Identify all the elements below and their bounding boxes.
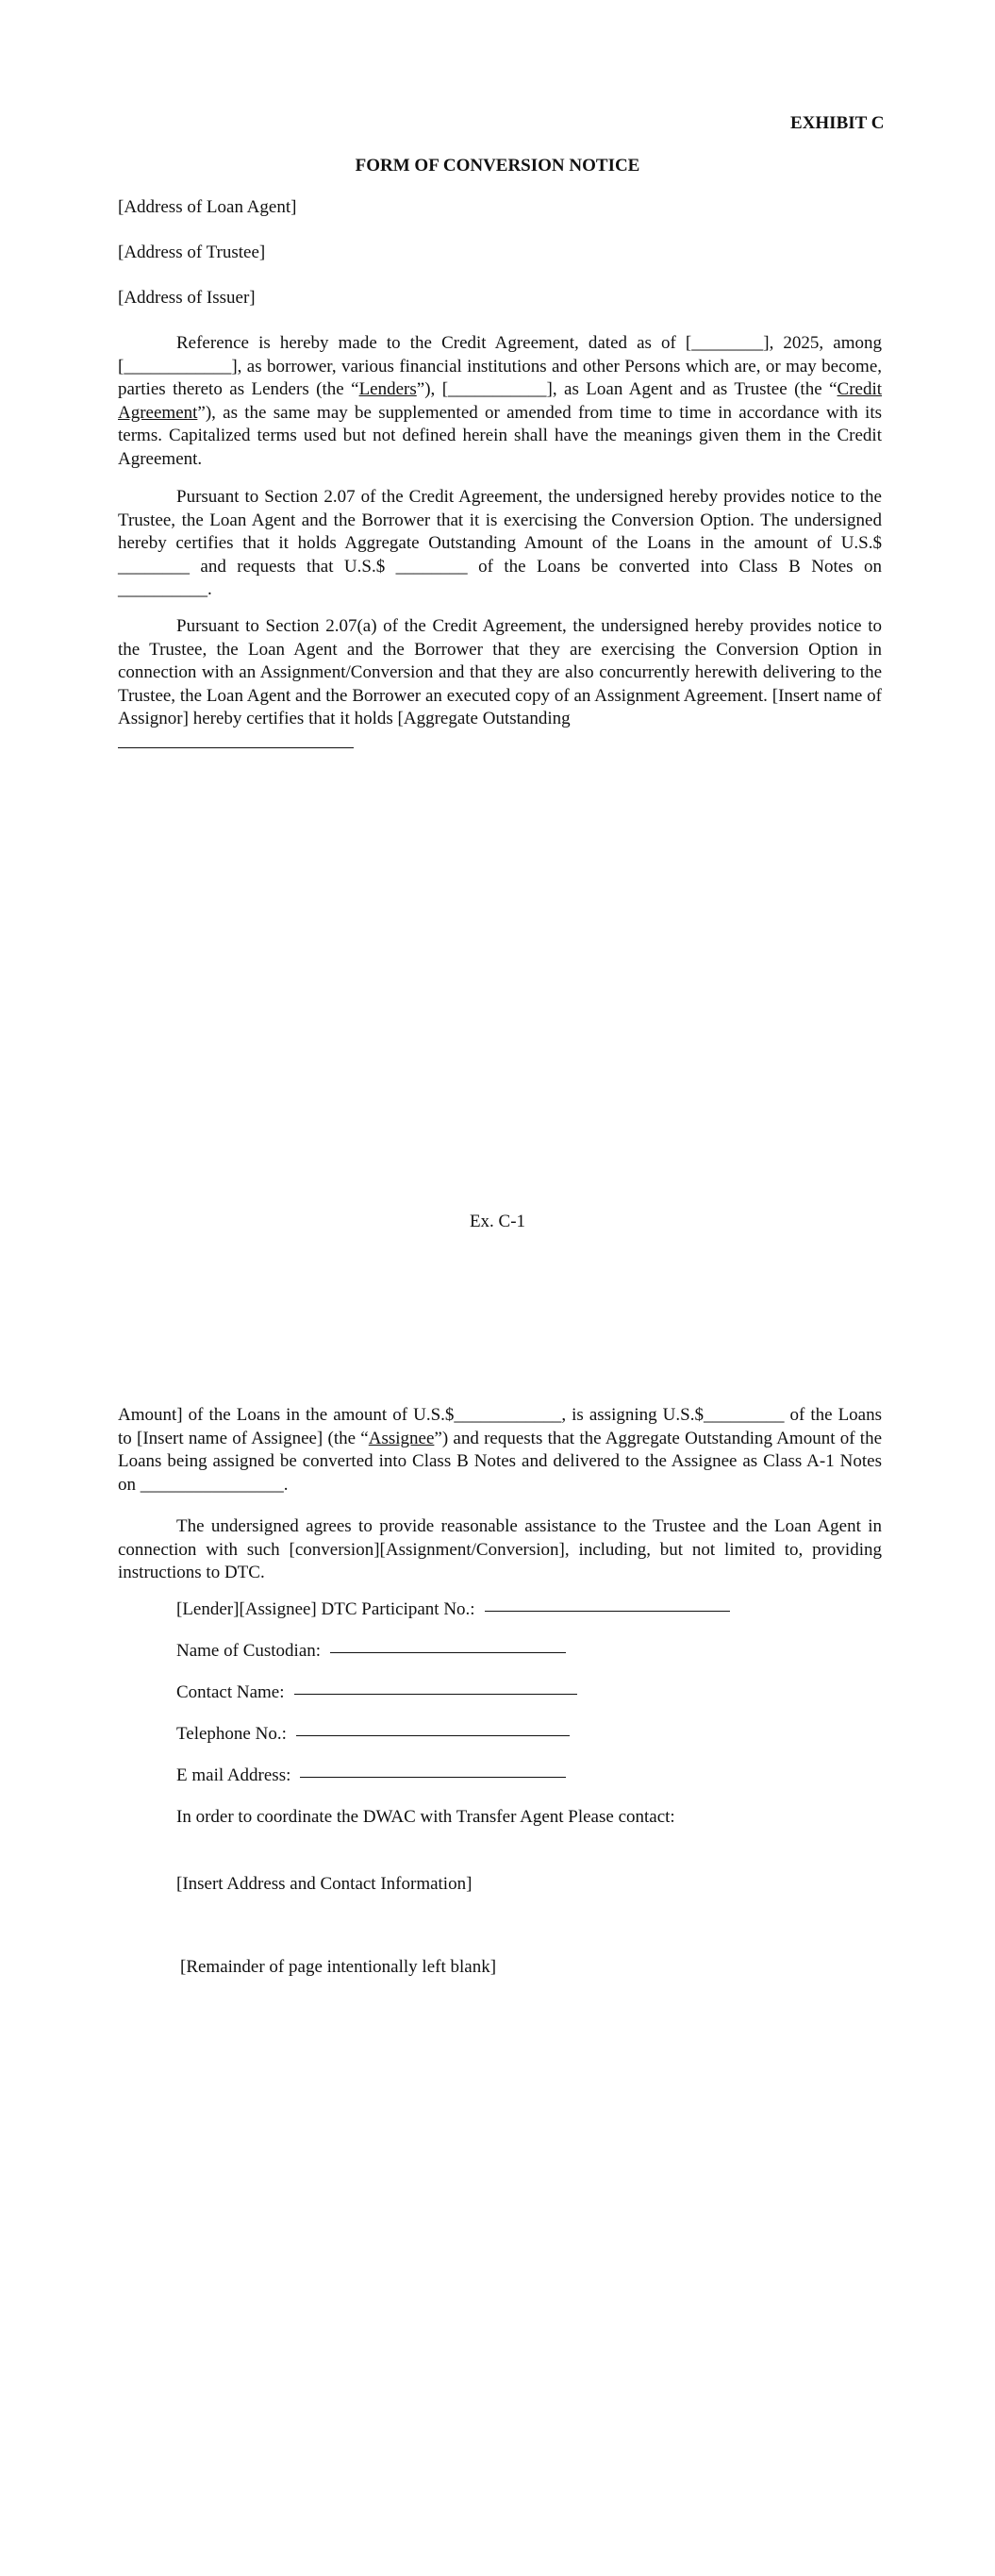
- dtc-participant-blank: [485, 1611, 730, 1612]
- reference-text-2: ”), [___________], as Loan Agent and as Trustee (the “: [416, 379, 837, 399]
- dtc-participant-field: [176, 1598, 730, 1621]
- email-field: [176, 1765, 566, 1787]
- continuation-text-2: ”) and requests that the Aggregate Outstanding Amount of the Loans being assigned be converted into Class B Notes and delivered to the Assignee as Class A-1 Notes on ________________.: [118, 1428, 883, 1495]
- telephone-blank: [296, 1735, 570, 1736]
- section-207-paragraph: Pursuant to Section 2.07 of the Credit Agreement, the undersigned hereby provides notice to the Trustee, the Loan Agent and the Borrower that it is exercising the Conversion Option. The undersigned hereby certifies that it holds Aggregate Outstanding Amount of the Loans in the amount of U.S.$ ________ and requests that U.S.$ ________ of the Loans be converted into Class B Notes on __________.: [118, 487, 882, 599]
- continuation-text-1: Amount] of the Loans in the amount of U.S.$____________, is assigning U.S.$_________ of the Loans to [Insert name of Assignee] (the “: [118, 1405, 882, 1448]
- form-title: FORM OF CONVERSION NOTICE: [355, 156, 640, 176]
- dwac-instruction: In order to coordinate the DWAC with Transfer Agent Please contact:: [176, 1807, 675, 1827]
- email-label: E mail Address:: [176, 1765, 291, 1785]
- reference-text-1: Reference is hereby made to the Credit Agreement, dated as of [________], 2025, among [____________], as borrower, various financial institutions and other Persons which are, or may become, parties thereto as Lenders (the “: [118, 333, 882, 399]
- exhibit-label: EXHIBIT C: [790, 113, 885, 133]
- reference-paragraph: [118, 332, 882, 471]
- assistance-paragraph: The undersigned agrees to provide reasonable assistance to the Trustee and the Loan Agent in connection with such [conversion][Assignment/Conversion], including, but not limited to, providing instructions to DTC.: [118, 1516, 882, 1582]
- dtc-participant-label: [Lender][Assignee] DTC Participant No.:: [176, 1599, 475, 1619]
- section-207a-paragraph: Pursuant to Section 2.07(a) of the Credit Agreement, the undersigned hereby provides notice to the Trustee, the Loan Agent and the Borrower that they are exercising the Conversion Option in connection with an Assignment/Conversion and that they are also concurrently herewith delivering to the Trustee, the Loan Agent and the Borrower an executed copy of an Assignment Agreement. [Insert name of Assignor] hereby certifies that it holds [Aggregate Outstanding: [118, 616, 882, 728]
- contact-name-blank: [294, 1694, 577, 1695]
- contact-name-field: [176, 1681, 577, 1704]
- address-loan-agent: [Address of Loan Agent]: [118, 197, 297, 217]
- defined-term-assignee: Assignee: [368, 1428, 435, 1448]
- custodian-label: Name of Custodian:: [176, 1641, 322, 1661]
- custodian-blank: [330, 1652, 566, 1653]
- aggregate-outstanding-blank: [118, 747, 354, 748]
- telephone-label: Telephone No.:: [176, 1724, 287, 1744]
- email-blank: [300, 1777, 566, 1778]
- address-issuer: [Address of Issuer]: [118, 288, 256, 308]
- custodian-field: [176, 1640, 566, 1663]
- defined-term-lenders: Lenders: [358, 379, 417, 399]
- insert-address-placeholder: [Insert Address and Contact Information]: [176, 1874, 473, 1894]
- reference-text-3: ”), as the same may be supplemented or amended from time to time in accordance with its terms. Capitalized terms used but not defined herein shall have the meanings given them in the Credit Agreement.: [118, 402, 882, 469]
- remainder-blank-notice: [Remainder of page intentionally left blank]: [180, 1957, 497, 1977]
- address-trustee: [Address of Trustee]: [118, 243, 266, 262]
- telephone-field: [176, 1723, 570, 1746]
- assignment-continuation-paragraph: [118, 1404, 882, 1497]
- defined-term-credit-agreement: Credit Agreement: [118, 379, 883, 423]
- contact-name-label: Contact Name:: [176, 1682, 285, 1702]
- page-footer: Ex. C-1: [469, 1212, 526, 1231]
